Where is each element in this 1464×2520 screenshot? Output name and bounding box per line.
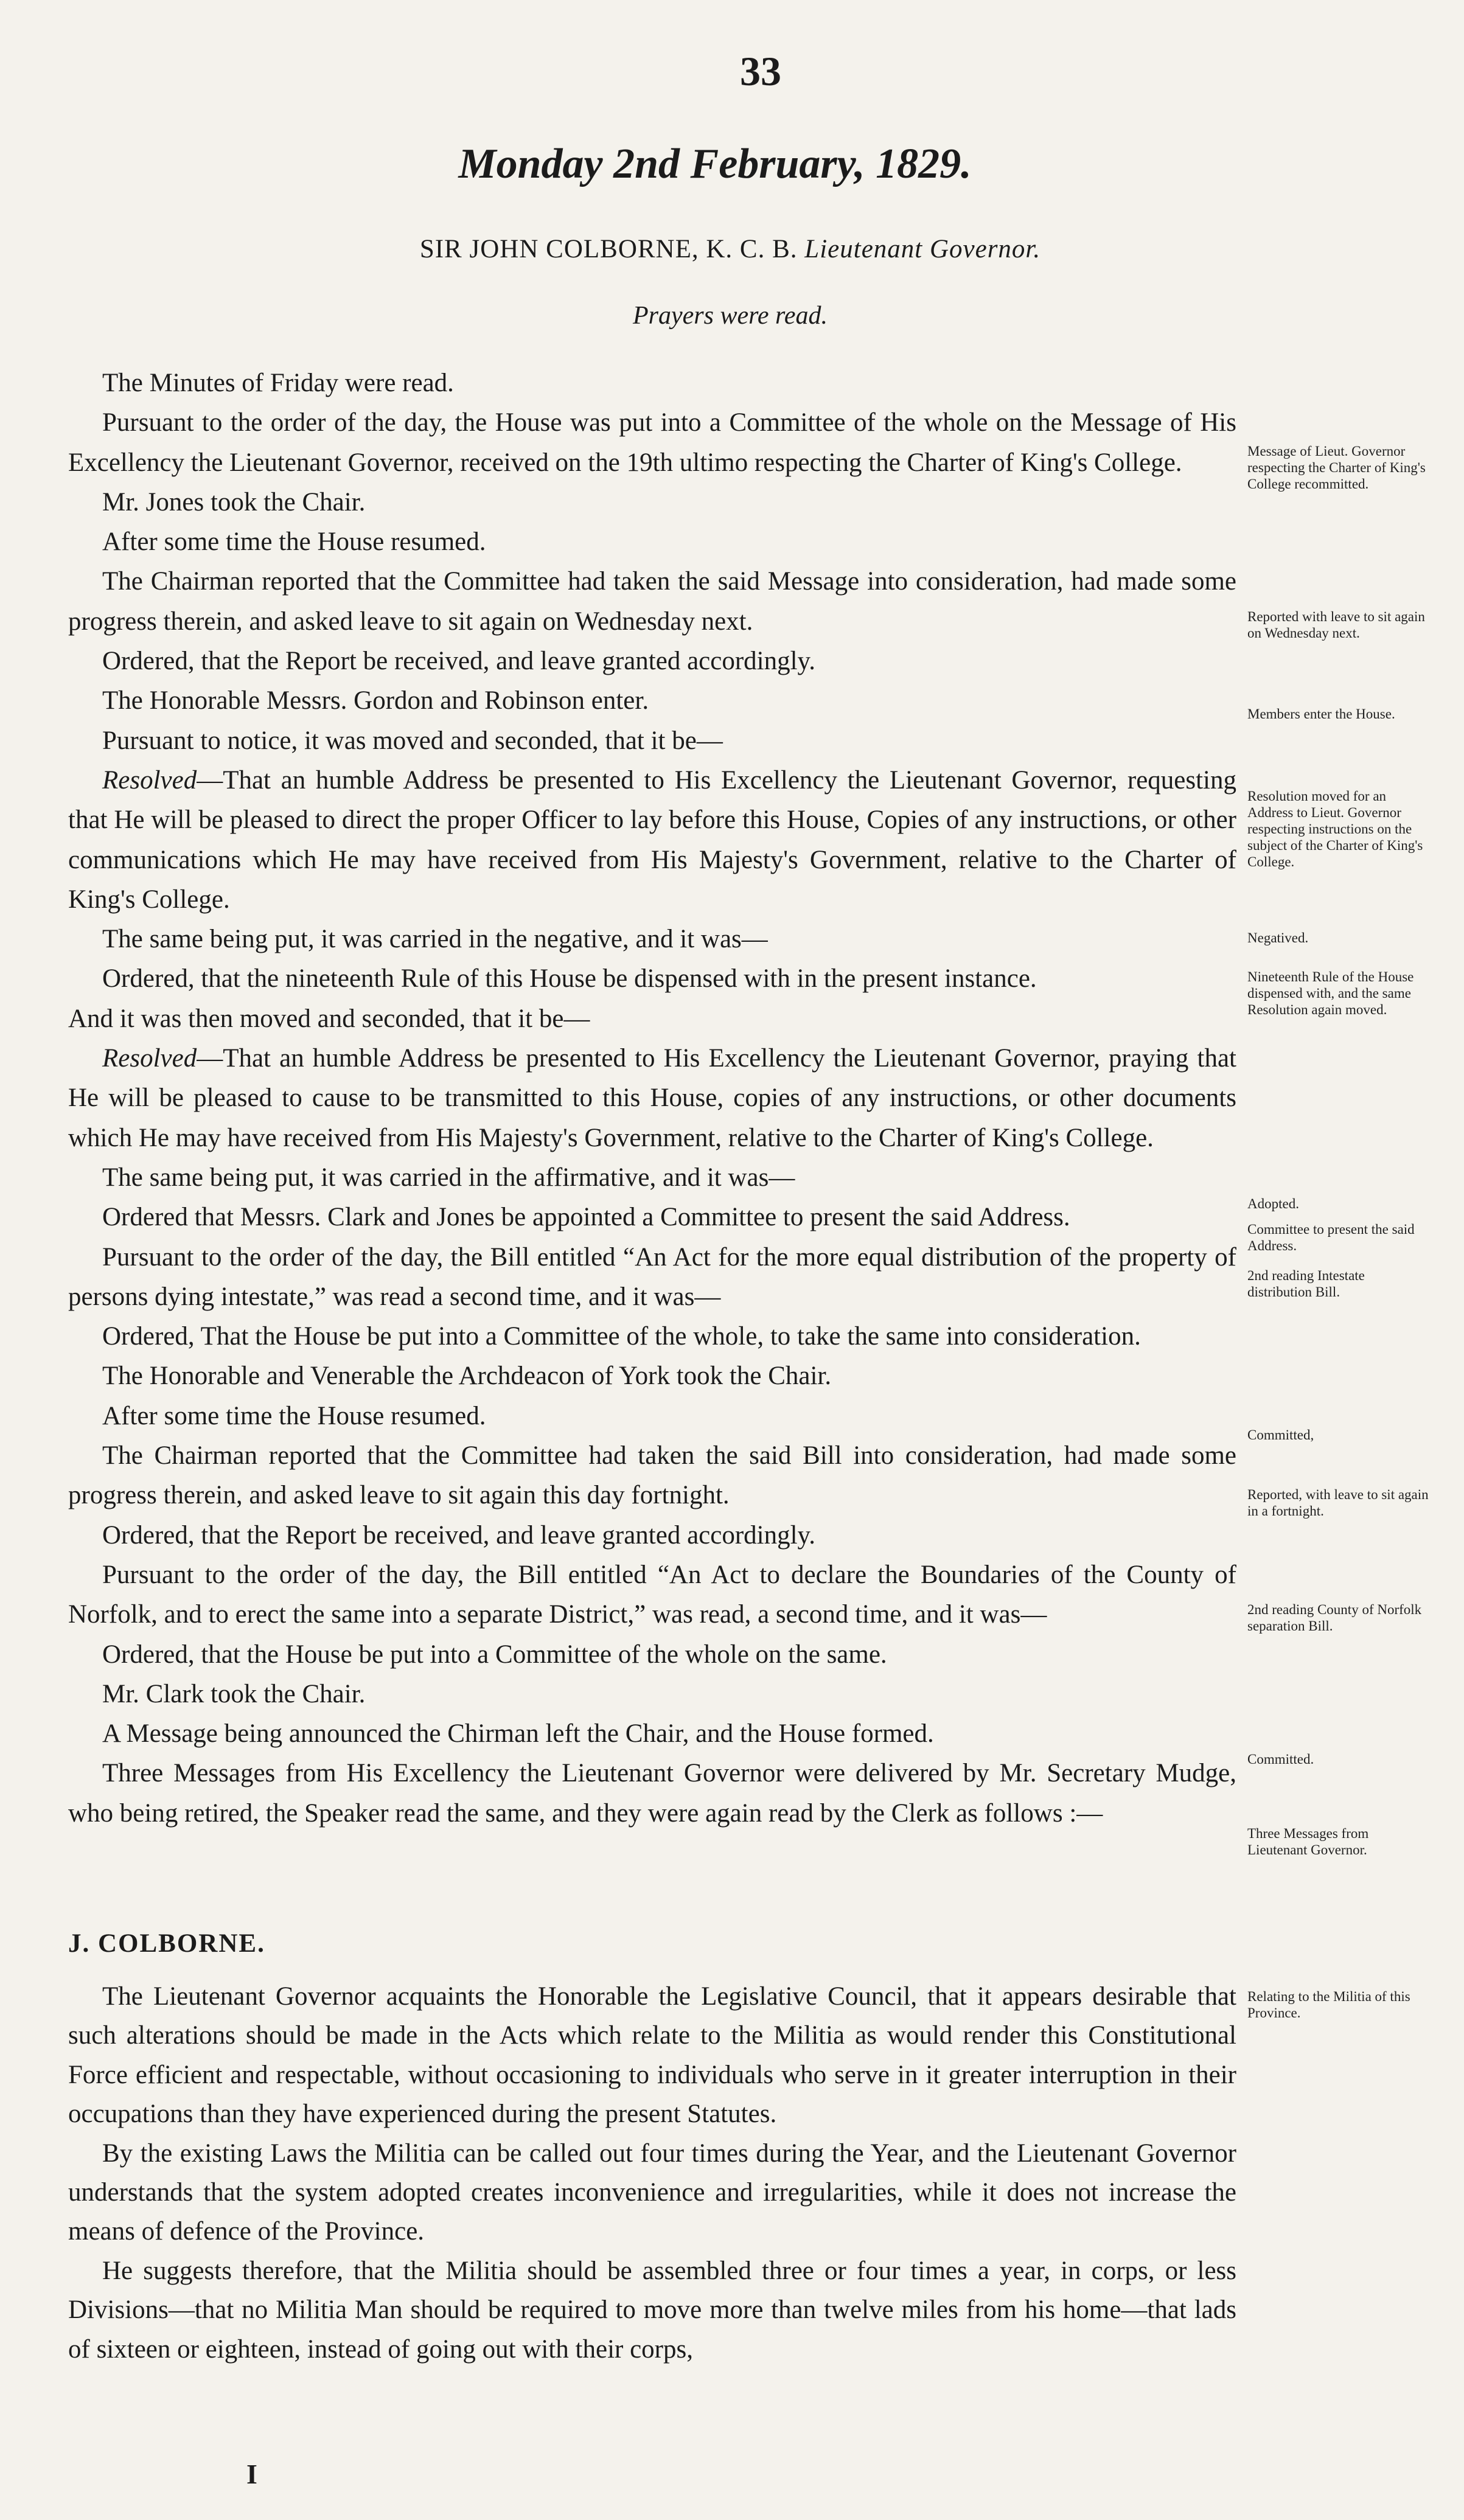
margin-note: Committed, [1247,1427,1314,1443]
margin-note: Resolution moved for an Address to Lieut. Governor respecting instructions on the subject of the Charter of King's College. [1247,788,1423,869]
governor-title: Lieutenant Governor. [804,235,1041,263]
militia-message [68,1977,1236,2369]
resolved-lead: Resolved [102,1044,197,1073]
paragraph: Ordered that Messrs. Clark and Jones be appointed a Committee to present the said Address. [102,1203,1070,1232]
paragraph: The Chairman reported that the Committee had taken the said Bill into consideration, had made some progress therein, and asked leave to sit again this day fortnight. [68,1441,1236,1510]
paragraph: Pursuant to the order of the day, the House was put into a Committee of the whole on the Message of His Excellency the Lieutenant Governor, received on the 19th ultimo respecting the Charter of King's College. [68,408,1236,477]
minutes-body [68,363,1236,1833]
message-paragraph: He suggests therefore, that the Militia should be assembled three or four times a year, in corps, or less Divisions—that no Militia Man should be required to move more than twelve miles from his home—that lads of sixteen or eighteen, instead of going out with their corps, [68,2256,1236,2364]
paragraph: After some time the House resumed. [102,1401,486,1430]
margin-note: Message of Lieut. Governor respecting the Charter of King's College recommitted. [1247,444,1426,492]
prayers-line: Prayers were read. [633,302,828,330]
paragraph: And it was then moved and seconded, that it be— [68,1004,590,1033]
margin-note: Committee to present the said Address. [1247,1222,1415,1253]
resolution-text: —That an humble Address be presented to His Excellency the Lieutenant Governor, requesting that He will be pleased to direct the proper Officer to lay before this House, Copies of any instructions, or other communications which He may have received from His Majesty's Government, relative to the Charter of King's College. [68,765,1236,914]
paragraph: After some time the House resumed. [102,527,486,557]
margin-note: 2nd reading County of Norfolk separation Bill. [1247,1602,1422,1634]
paragraph: Pursuant to the order of the day, the Bill entitled “An Act for the more equal distribution of the property of persons dying intestate,” was read a second time, and it was— [68,1242,1236,1311]
margin-note: Negatived. [1247,930,1309,945]
paragraph: Ordered, that the nineteenth Rule of this House be dispensed with in the present instance. [102,964,1037,994]
paragraph: Ordered, That the House be put into a Committee of the whole, to take the same into consideration. [102,1322,1141,1351]
margin-note: Relating to the Militia of this Province. [1247,1989,1410,2021]
margin-note: Reported, with leave to sit again in a fortnight. [1247,1487,1429,1519]
governor-name: SIR JOHN COLBORNE, K. C. B. [419,235,798,263]
margin-note: Committed. [1247,1752,1314,1767]
paragraph: Ordered, that the Report be received, and leave granted accordingly. [102,1520,816,1550]
paragraph: The Honorable Messrs. Gordon and Robinson enter. [102,686,649,715]
paragraph: Mr. Clark took the Chair. [102,1679,366,1708]
margin-note: Members enter the House. [1247,706,1395,722]
resolution-paragraph [68,1039,1236,1158]
message-paragraph: By the existing Laws the Militia can be called out four times during the Year, and the Lieutenant Governor understands that the system adopted creates inconvenience and irregularities, while it does not increase the means of defence of the Province. [68,2139,1236,2246]
paragraph: A Message being announced the Chirman left the Chair, and the House formed. [102,1719,934,1749]
paragraph: Pursuant to the order of the day, the Bill entitled “An Act to declare the Boundaries of the County of Norfolk, and to erect the same into a separate District,” was read, a second time, and it was— [68,1560,1236,1629]
margin-note: Nineteenth Rule of the House dispensed with, and the same Resolution again moved. [1247,969,1414,1017]
paragraph: The Minutes of Friday were read. [102,369,454,397]
paragraph: Ordered, that the Report be received, and leave granted accordingly. [102,647,816,676]
page-number: 33 [740,48,781,94]
governor-line [183,234,1278,264]
margin-note: 2nd reading Intestate distribution Bill. [1247,1268,1365,1300]
paragraph: Ordered, that the House be put into a Committee of the whole on the same. [102,1640,887,1669]
message-signature: J. COLBORNE. [68,1929,265,1958]
date-heading: Monday 2nd February, 1829. [458,141,972,187]
resolution-paragraph [68,761,1236,919]
paragraph: The Chairman reported that the Committee had taken the said Message into consideration, had made some progress therein, and asked leave to sit again on Wednesday next. [68,567,1236,636]
paragraph: Three Messages from His Excellency the Lieutenant Governor were delivered by Mr. Secretary Mudge, who being retired, the Speaker read the same, and they were again read by the Clerk as follows :— [68,1759,1236,1828]
resolution-text: —That an humble Address be presented to His Excellency the Lieutenant Governor, praying that He will be pleased to cause to be transmitted to this House, copies of any instructions, or other documents which He may have received from His Majesty's Government, relative to the Charter of King's College. [68,1044,1236,1152]
paragraph: The same being put, it was carried in the affirmative, and it was— [102,1163,795,1192]
margin-note: Reported with leave to sit again on Wednesday next. [1247,609,1425,641]
margin-note: Adopted. [1247,1196,1299,1211]
signature-mark: I [246,2459,257,2490]
paragraph: The same being put, it was carried in the negative, and it was— [102,925,768,954]
resolved-lead: Resolved [102,765,197,795]
paragraph: The Honorable and Venerable the Archdeacon of York took the Chair. [102,1362,832,1391]
paragraph: Mr. Jones took the Chair. [102,487,366,517]
margin-note: Three Messages from Lieutenant Governor. [1247,1826,1369,1857]
message-paragraph: The Lieutenant Governor acquaints the Honorable the Legislative Council, that it appears desirable that such alterations should be made in the Acts which relate to the Militia as would render this Constitutional Force efficient and respectable, without occasioning to individuals who serve in it greater interruption in their occupations than they have experienced during the present Statutes. [68,1982,1236,2129]
paragraph: Pursuant to notice, it was moved and seconded, that it be— [102,726,723,755]
